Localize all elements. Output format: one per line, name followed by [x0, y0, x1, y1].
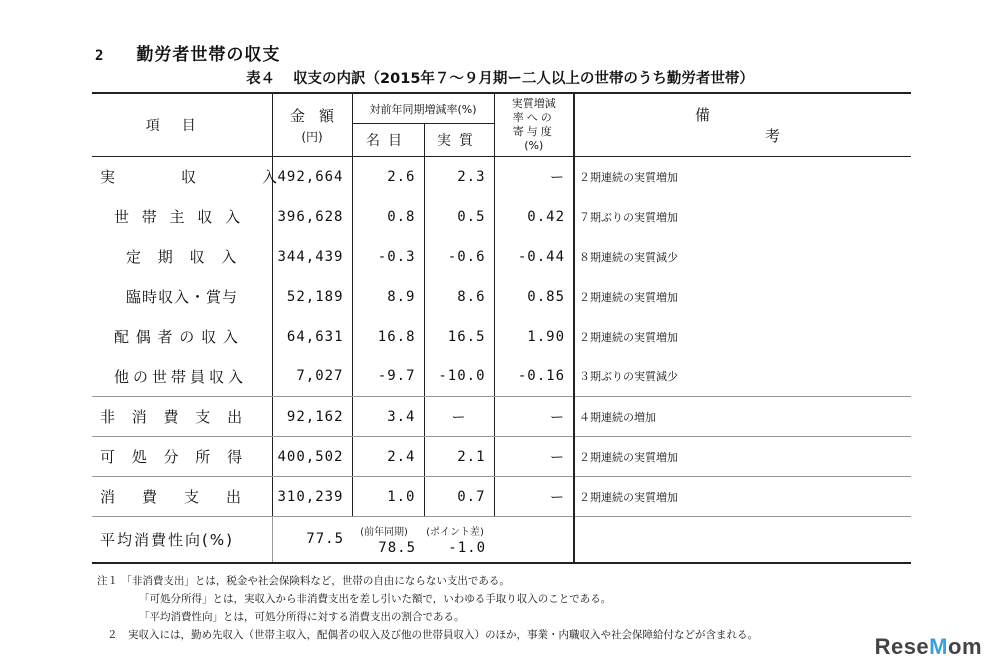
footnote-2: ２ 実収入には，勤め先収入（世帯主収入，配偶者の収入及び他の世帯員収入）のほか，事業・内職収入や社会保障給付などが含まれる。 — [107, 629, 758, 641]
row-contrib: -0.16 — [494, 357, 574, 397]
row-amount — [272, 517, 352, 563]
table-id: 表４ — [246, 71, 276, 87]
row-contrib: ー — [494, 157, 574, 197]
row-real: 8.6 — [424, 277, 494, 317]
footnote-1b: 「可処分所得」とは，実収入から非消費支出を差し引いた額で，いわゆる手取り収入のことである。 — [139, 593, 612, 605]
row-nominal: 3.4 — [352, 397, 424, 437]
row-label: 非 消 費 支 出 — [92, 397, 272, 437]
row-real: -10.0 — [424, 357, 494, 397]
contrib-line-2: 率への — [512, 111, 555, 124]
header-amount — [272, 93, 352, 157]
row-remark: ２期連続の実質増加 — [574, 277, 911, 317]
table-row — [92, 277, 911, 317]
header-amount-label: 金額 — [289, 107, 348, 125]
row-real: ー — [424, 397, 494, 437]
table-row — [92, 477, 911, 517]
logo-mid: M — [929, 634, 948, 659]
section-heading — [95, 40, 280, 65]
row-real — [424, 517, 494, 563]
table-title: 収支の内訳（2015年７～９月期ー二人以上の世帯のうち勤労者世帯） — [293, 71, 754, 87]
row-amount: 400,502 — [272, 437, 352, 477]
row-amount: 64,631 — [272, 317, 352, 357]
row-contrib: -0.44 — [494, 237, 574, 277]
row-label: 世 帯 主 収 入 — [114, 208, 245, 226]
row-remark: ２期連続の実質増加 — [574, 437, 911, 477]
row-label: 他の世帯員収入 — [92, 357, 272, 397]
footnote-1: 注１ 「非消費支出」とは，税金や社会保険料など，世帯の自由にならない支出である。 — [97, 575, 510, 587]
row-remark: ４期連続の増加 — [574, 397, 911, 437]
row-remark — [574, 517, 911, 563]
row-amount: 344,439 — [272, 237, 352, 277]
row-label: 消 費 支 出 — [92, 477, 272, 517]
logo-suffix: om — [948, 634, 982, 659]
row-nominal — [352, 517, 424, 563]
footnote-1c: 「平均消費性向」とは，可処分所得に対する消費支出の割合である。 — [139, 611, 465, 623]
row-label: 可 処 分 所 得 — [92, 437, 272, 477]
row-nominal: 16.8 — [352, 317, 424, 357]
row-nominal: 1.0 — [352, 477, 424, 517]
row-nominal: 2.6 — [352, 157, 424, 197]
row-label: 配 偶 者 の 収 入 — [114, 328, 239, 346]
row-amount-value: 77.5 — [306, 531, 344, 548]
remarks-char-2: 考 — [765, 127, 781, 145]
row-real: 16.5 — [424, 317, 494, 357]
header-item: 項目 — [92, 93, 272, 157]
table-row — [92, 397, 911, 437]
header-remarks — [574, 93, 911, 157]
row-amount: 52,189 — [272, 277, 352, 317]
row-label: 実 収 入 — [100, 168, 290, 187]
row-real: -0.6 — [424, 237, 494, 277]
header-amount-unit: (円) — [301, 130, 323, 144]
row-contrib: ー — [494, 397, 574, 437]
row-contrib: ー — [494, 477, 574, 517]
row-contrib — [494, 517, 574, 563]
row-real: 2.1 — [424, 437, 494, 477]
row-contrib: 0.42 — [494, 197, 574, 237]
contrib-line-4: (%) — [524, 139, 544, 152]
section-number: 2 — [95, 48, 105, 64]
row-remark: ３期ぶりの実質減少 — [574, 357, 911, 397]
row-amount: 92,162 — [272, 397, 352, 437]
row-real-value: -1.0 — [448, 539, 487, 556]
prev-period-label: (前年同期) — [360, 526, 408, 538]
row-amount: 7,027 — [272, 357, 352, 397]
table-row — [92, 237, 911, 277]
table-row — [92, 517, 911, 563]
table-row — [92, 157, 911, 197]
row-nominal: 2.4 — [352, 437, 424, 477]
row-nominal-value: 78.5 — [378, 539, 416, 556]
row-remark: ２期連続の実質増加 — [574, 477, 911, 517]
contrib-line-1: 実質増減 — [511, 97, 556, 110]
row-label: 臨時収入・賞与 — [126, 288, 239, 306]
row-remark: ２期連続の実質増加 — [574, 157, 911, 197]
header-contribution — [494, 93, 574, 157]
row-label: 定 期 収 入 — [126, 248, 243, 266]
row-contrib: ー — [494, 437, 574, 477]
income-expenditure-table — [92, 92, 911, 564]
row-amount: 396,628 — [272, 197, 352, 237]
remarks-char-1: 備 — [695, 106, 711, 124]
row-amount: 492,664 — [272, 157, 352, 197]
footnotes — [97, 572, 758, 644]
table-row — [92, 357, 911, 397]
row-contrib: 1.90 — [494, 317, 574, 357]
row-real: 0.7 — [424, 477, 494, 517]
header-nominal: 名目 — [352, 124, 424, 157]
row-nominal: -0.3 — [352, 237, 424, 277]
row-nominal: 8.9 — [352, 277, 424, 317]
row-nominal: -9.7 — [352, 357, 424, 397]
table-row — [92, 437, 911, 477]
table-row — [92, 317, 911, 357]
contrib-line-3: 寄与度 — [512, 125, 555, 138]
row-contrib: 0.85 — [494, 277, 574, 317]
resemom-logo — [875, 634, 982, 660]
table-row — [92, 197, 911, 237]
row-real: 2.3 — [424, 157, 494, 197]
row-nominal: 0.8 — [352, 197, 424, 237]
row-real: 0.5 — [424, 197, 494, 237]
row-remark: ８期連続の実質減少 — [574, 237, 911, 277]
table-caption — [0, 67, 1000, 88]
logo-prefix: Rese — [874, 634, 930, 659]
section-title: 勤労者世帯の収支 — [136, 45, 281, 65]
row-remark: ２期連続の実質増加 — [574, 317, 911, 357]
header-yoy-rate: 対前年同期増減率(%) — [352, 93, 494, 124]
point-diff-label: (ポイント差) — [426, 526, 484, 538]
row-remark: ７期ぶりの実質増加 — [574, 197, 911, 237]
header-real: 実質 — [424, 124, 494, 157]
row-label: 平均消費性向(%) — [100, 530, 234, 549]
row-amount: 310,239 — [272, 477, 352, 517]
